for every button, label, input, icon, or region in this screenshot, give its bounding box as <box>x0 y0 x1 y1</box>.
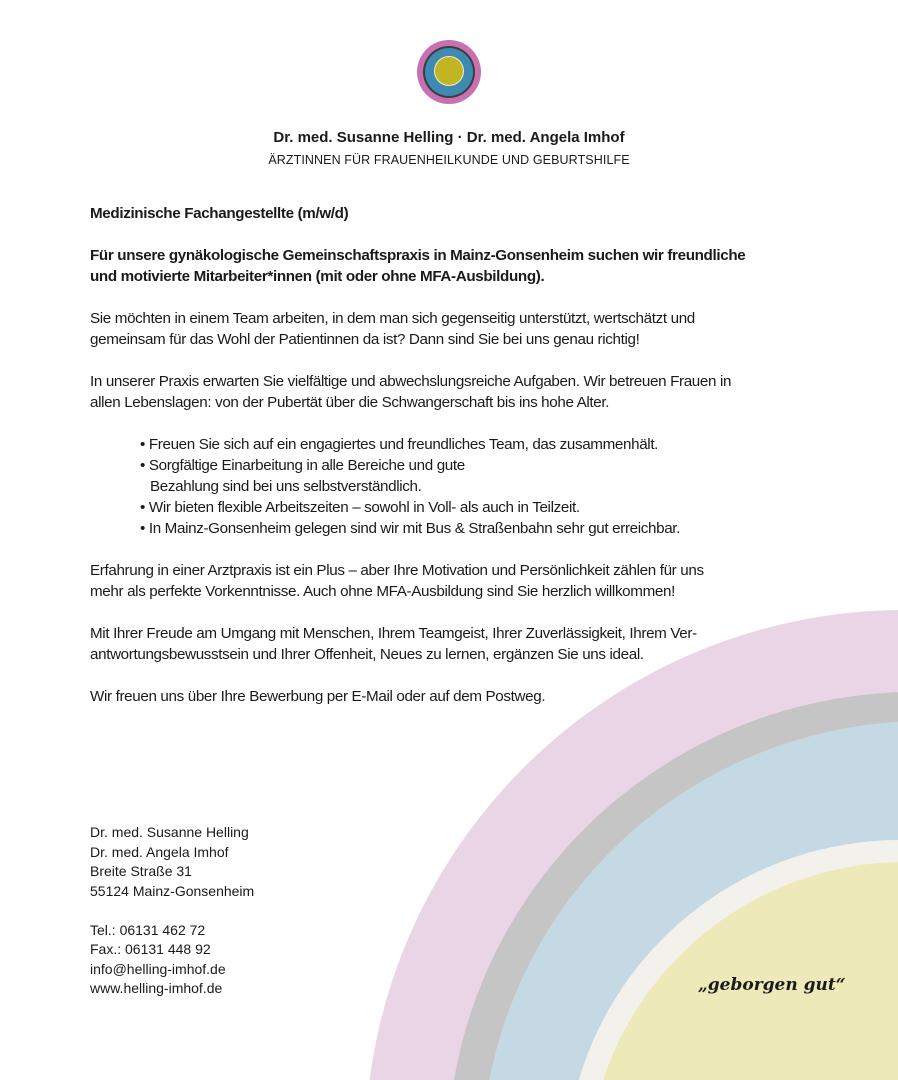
contact-website[interactable]: www.helling-imhof.de <box>90 980 223 996</box>
contact-name: Dr. med. Angela Imhof <box>90 843 229 860</box>
list-item: • Sorgfältige Einarbeitung in alle Bereiche und gute Bezahlung sind bei uns selbstverständlich. <box>140 455 510 497</box>
paragraph: In unserer Praxis erwarten Sie vielfältige und abwechslungsreiche Aufgaben. Wir betreuen Frauen in allen Lebenslagen: von der Pubertät über die Schwangerschaft bis ins hohe Alter. <box>90 373 732 411</box>
paragraph: Wir freuen uns über Ihre Bewerbung per E-Mail oder auf dem Postweg. <box>90 688 546 705</box>
contact-block <box>90 823 254 999</box>
job-ad-body <box>90 203 750 728</box>
contact-fax: Fax.: 06131 448 92 <box>90 941 211 957</box>
intro: Für unsere gynäkologische Gemeinschaftspraxis in Mainz-Gonsenheim suchen wir freundliche und motivierte Mitarbeiter*innen (mit oder ohne MFA-Ausbildung). <box>90 247 746 285</box>
paragraph: Erfahrung in einer Arztpraxis ist ein Plus – aber Ihre Motivation und Persönlichkeit zählen für uns mehr als perfekte Vorkenntnisse. Auch ohne MFA-Ausbildung sind Sie herzlich willkommen! <box>90 562 704 600</box>
paragraph: Sie möchten in einem Team arbeiten, in dem man sich gegenseitig unterstützt, wertschätzt und gemeinsam für das Wohl der Patientinnen da ist? Dann sind Sie bei uns genau richtig! <box>90 310 695 348</box>
practice-subtitle: ÄRZTINNEN FÜR FRAUENHEILKUNDE UND GEBURTSHILFE <box>268 153 630 167</box>
list-item: • Wir bieten flexible Arbeitszeiten – sowohl in Voll- als auch in Teilzeit. <box>140 497 750 518</box>
list-item: • Freuen Sie sich auf ein engagiertes und freundliches Team, das zusammenhält. <box>140 434 750 455</box>
contact-city: 55124 Mainz-Gonsenheim <box>90 882 255 899</box>
paragraph: Mit Ihrer Freude am Umgang mit Menschen, Ihrem Teamgeist, Ihrer Zuverlässigkeit, Ihrem Verantwortungsbewusstsein und Ihrer Offenheit, Neues zu lernen, ergänzen Sie uns ideal. <box>90 625 698 663</box>
job-title: Medizinische Fachangestellte (m/w/d) <box>90 205 349 222</box>
contact-street: Breite Straße 31 <box>90 863 192 879</box>
benefits-list <box>90 434 750 539</box>
slogan: „geborgen gut“ <box>698 975 846 995</box>
doctor-names: Dr. med. Susanne Helling · Dr. med. Angela Imhof <box>273 129 625 146</box>
contact-phone: Tel.: 06131 462 72 <box>90 921 206 938</box>
practice-logo <box>417 40 481 104</box>
contact-name: Dr. med. Susanne Helling <box>90 824 249 840</box>
contact-email[interactable]: info@helling-imhof.de <box>90 960 226 977</box>
list-item: • In Mainz-Gonsenheim gelegen sind wir mit Bus & Straßenbahn sehr gut erreichbar. <box>140 518 750 539</box>
